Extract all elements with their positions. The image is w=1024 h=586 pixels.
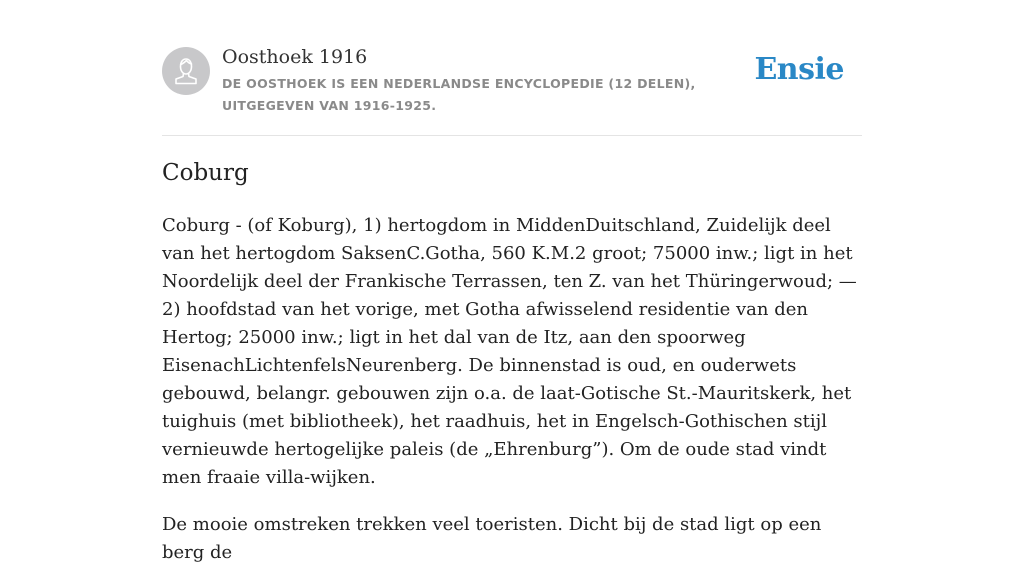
article-paragraph: Coburg - (of Koburg), 1) hertogdom in MiddenDuitschland, Zuidelijk deel van het hertogdom SaksenC.Gotha, 560 K.M.2 groot; 75000 inw.; ligt in het Noordelijk deel der Frankische Terrassen, ten Z. van het Thüringerwoud; — 2) hoofdstad van het vorige, met Gotha afwisselend residentie van den Hertog; 25000 inw.; ligt in het dal van de Itz, aan den spoorweg EisenachLichtenfelsNeurenberg. De binnenstad is oud, en ouderwets gebouwd, belangr. gebouwen zijn o.a. de laat-Gotische St.-Mauritskerk, het tuighuis (met bibliotheek), het raadhuis, het in Engelsch-Gothischen stijl vernieuwde hertogelijke paleis (de „Ehrenburg”). Om de oude stad vindt men fraaie villa-wijken.: [162, 215, 857, 488]
source-avatar[interactable]: [162, 47, 210, 95]
header-divider: [162, 135, 862, 136]
source-name-link[interactable]: Oosthoek 1916: [222, 46, 368, 68]
ensie-logo-link[interactable]: Ensie: [754, 52, 844, 87]
person-silhouette-icon: [162, 47, 210, 95]
article-title: Coburg: [162, 160, 249, 186]
source-description: DE OOSTHOEK IS EEN NEDERLANDSE ENCYCLOPEDIE (12 DELEN), UITGEGEVEN VAN 1916-1925.: [222, 76, 696, 113]
source-header: [162, 44, 862, 124]
article-body: [162, 212, 867, 586]
article-paragraph: De mooie omstreken trekken veel toeristen. Dicht bij de stad ligt op een berg de: [162, 514, 822, 563]
